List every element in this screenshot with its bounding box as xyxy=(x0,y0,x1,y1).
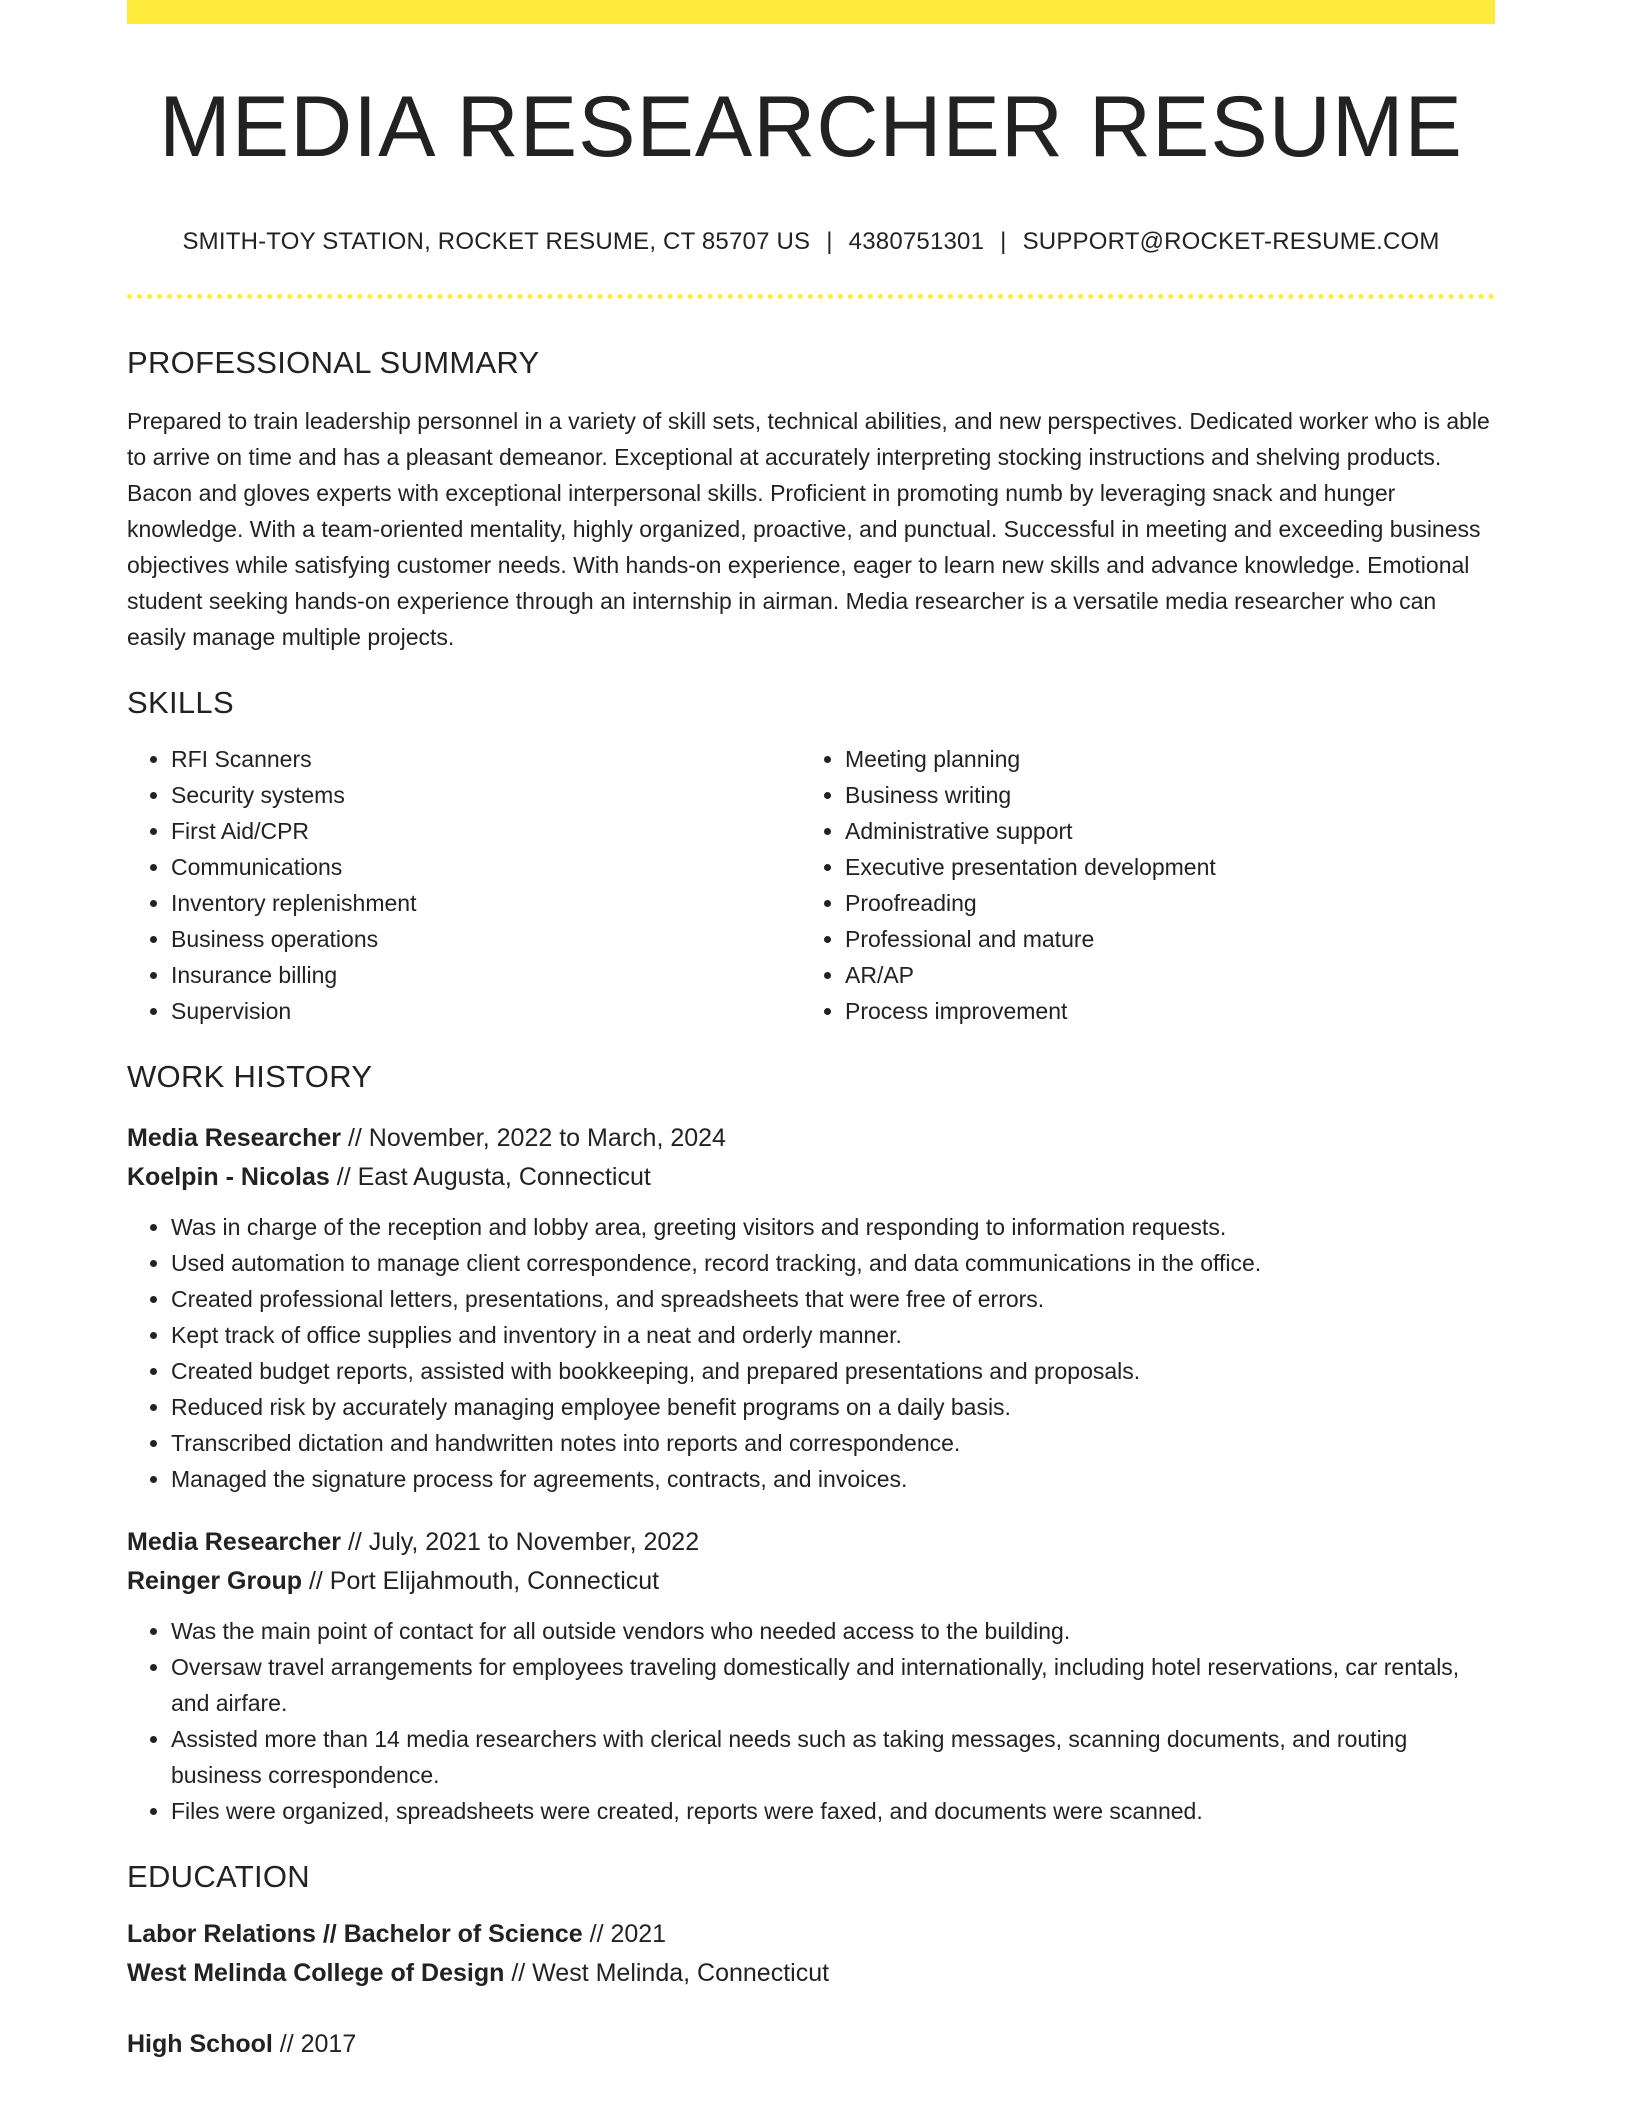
education-year: // 2021 xyxy=(582,1920,667,1948)
job-company-line xyxy=(127,1158,1495,1197)
education-school: West Melinda College of Design xyxy=(127,1959,505,1987)
job-bullets xyxy=(127,1209,1495,1497)
job-bullet: • Was the main point of contact for all outside vendors who needed access to the building. xyxy=(171,1613,1495,1649)
skill-item: • First Aid/CPR xyxy=(171,813,801,849)
job-dates: // July, 2021 to November, 2022 xyxy=(341,1528,700,1556)
job-bullet: • Managed the signature process for agreements, contracts, and invoices. xyxy=(171,1461,1495,1497)
skill-item: • Inventory replenishment xyxy=(171,885,801,921)
work-history-heading: WORK HISTORY xyxy=(127,1059,373,1094)
skill-item: • Supervision xyxy=(171,993,801,1029)
skills-right-list xyxy=(801,741,1495,1029)
job-bullet: • Files were organized, spreadsheets were created, reports were faxed, and documents were scanned. xyxy=(171,1793,1495,1829)
job-role: Media Researcher xyxy=(127,1528,342,1556)
contact-separator: | xyxy=(1000,228,1007,255)
summary-text: Prepared to train leadership personnel in a variety of skill sets, technical abilities, and new perspectives. Dedicated worker who is able to arrive on time and has a pleasant demeanor. Exceptional at accurately interpreting stocking instructions and shelving products. Bacon and gloves experts with exceptional interpersonal skills. Proficient in promoting numb by leveraging snack and hunger knowledge. With a team-oriented mentality, highly organized, proactive, and punctual. Successful in meeting and exceeding business objectives while satisfying customer needs. With hands-on experience, eager to learn new skills and advance knowledge. Emotional student seeking hands-on experience through an internship in airman. Media researcher is a versatile media researcher who can easily manage multiple projects. xyxy=(127,408,1490,650)
education-degree: High School xyxy=(127,2030,273,2058)
summary-heading: PROFESSIONAL SUMMARY xyxy=(127,345,540,380)
skills-columns xyxy=(127,741,1495,1029)
job-bullet: • Reduced risk by accurately managing employee benefit programs on a daily basis. xyxy=(171,1389,1495,1425)
job-bullets xyxy=(127,1613,1495,1829)
skill-item: • Professional and mature xyxy=(845,921,1495,957)
skill-item: • AR/AP xyxy=(845,957,1495,993)
job-bullet: • Created budget reports, assisted with bookkeeping, and prepared presentations and proposals. xyxy=(171,1353,1495,1389)
contact-line xyxy=(127,228,1495,256)
education-school-line xyxy=(127,1954,1495,1993)
education-heading: EDUCATION xyxy=(127,1859,310,1894)
contact-email[interactable]: SUPPORT@ROCKET-RESUME.COM xyxy=(1022,228,1440,255)
job-role: Media Researcher xyxy=(127,1124,342,1152)
job-location: // East Augusta, Connecticut xyxy=(329,1163,651,1191)
dotted-divider xyxy=(127,294,1495,299)
skill-item: • Insurance billing xyxy=(171,957,801,993)
contact-phone: 4380751301 xyxy=(848,228,985,255)
job-bullet: • Transcribed dictation and handwritten notes into reports and correspondence. xyxy=(171,1425,1495,1461)
job-bullet: • Kept track of office supplies and inventory in a neat and orderly manner. xyxy=(171,1317,1495,1353)
skills-left-list xyxy=(127,741,801,1029)
job-bullet: • Was in charge of the reception and lobby area, greeting visitors and responding to information requests. xyxy=(171,1209,1495,1245)
skill-item: • Process improvement xyxy=(845,993,1495,1029)
education-entry xyxy=(127,1915,1495,1993)
skill-item: • Executive presentation development xyxy=(845,849,1495,885)
contact-separator: | xyxy=(826,228,833,255)
job-dates: // November, 2022 to March, 2024 xyxy=(341,1124,726,1152)
job-bullet: • Oversaw travel arrangements for employees traveling domestically and internationally, including hotel reservations, car rentals, and airfare. xyxy=(171,1649,1495,1721)
education-degree-line xyxy=(127,2025,1495,2064)
contact-address: SMITH-TOY STATION, ROCKET RESUME, CT 85707 US xyxy=(182,228,811,255)
job-entry xyxy=(127,1523,1495,1829)
skill-item: • RFI Scanners xyxy=(171,741,801,777)
education-degree-line xyxy=(127,1915,1495,1954)
skill-item: • Communications xyxy=(171,849,801,885)
education-location: // West Melinda, Connecticut xyxy=(504,1959,830,1987)
job-location: // Port Elijahmouth, Connecticut xyxy=(302,1567,660,1595)
job-role-line xyxy=(127,1523,1495,1562)
job-company-line xyxy=(127,1562,1495,1601)
job-bullet: • Used automation to manage client correspondence, record tracking, and data communications in the office. xyxy=(171,1245,1495,1281)
skill-item: • Business operations xyxy=(171,921,801,957)
education-degree: Labor Relations // Bachelor of Science xyxy=(127,1920,583,1948)
education-year: // 2017 xyxy=(272,2030,357,2058)
top-accent-bar xyxy=(127,0,1495,24)
skill-item: • Administrative support xyxy=(845,813,1495,849)
skills-heading: SKILLS xyxy=(127,685,234,720)
job-company: Koelpin - Nicolas xyxy=(127,1163,330,1191)
skill-item: • Meeting planning xyxy=(845,741,1495,777)
resume-title: MEDIA RESEARCHER RESUME xyxy=(159,79,1463,175)
skill-item: • Security systems xyxy=(171,777,801,813)
resume-page xyxy=(127,0,1495,2064)
job-bullet: • Assisted more than 14 media researchers with clerical needs such as taking messages, scanning documents, and routing business correspondence. xyxy=(171,1721,1495,1793)
job-entry xyxy=(127,1119,1495,1497)
skill-item: • Business writing xyxy=(845,777,1495,813)
job-role-line xyxy=(127,1119,1495,1158)
job-company: Reinger Group xyxy=(127,1567,303,1595)
education-entry xyxy=(127,2025,1495,2064)
job-bullet: • Created professional letters, presentations, and spreadsheets that were free of errors. xyxy=(171,1281,1495,1317)
skill-item: • Proofreading xyxy=(845,885,1495,921)
